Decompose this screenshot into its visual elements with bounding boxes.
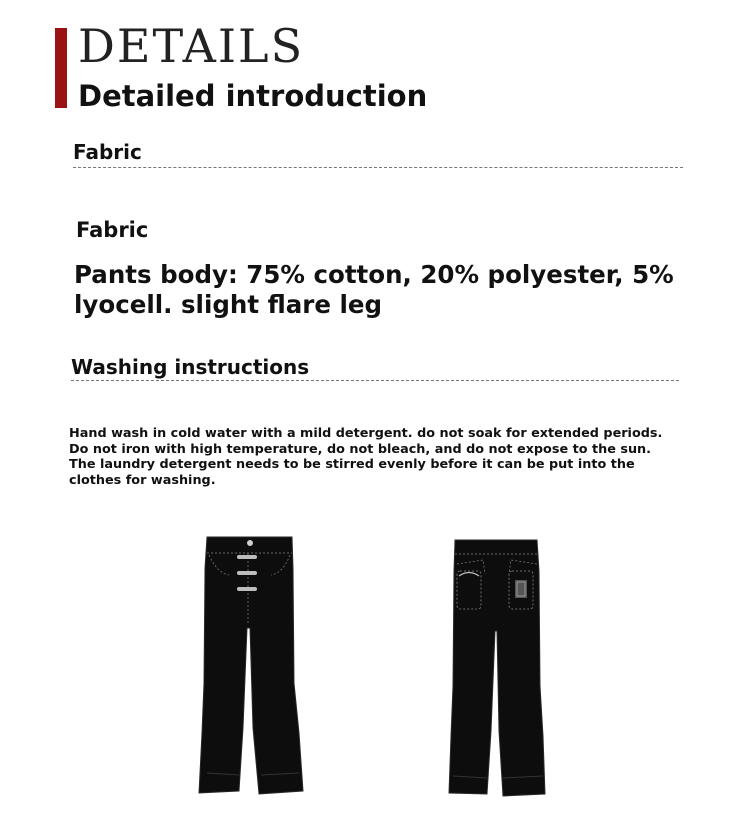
fabric-composition: Pants body: 75% cotton, 20% polyester, 5% lyocell. slight flare leg (74, 260, 674, 319)
washing-line: Do not iron with high temperature, do not bleach, and do not expose to the sun. (69, 441, 652, 457)
fabric-section-label: Fabric (73, 140, 142, 164)
page-subtitle: Detailed introduction (78, 79, 428, 113)
fabric-divider (73, 167, 683, 168)
washing-instructions (69, 426, 709, 488)
fabric-title: Fabric (76, 218, 149, 242)
washing-line: clothes for washing. (69, 472, 216, 488)
jeans-front-image (195, 533, 305, 798)
washing-section-label: Washing instructions (71, 355, 310, 379)
page-title: DETAILS (78, 19, 305, 73)
washing-line: Hand wash in cold water with a mild detergent. do not soak for extended periods. (69, 426, 663, 441)
washing-line: The laundry detergent needs to be stirred evenly before it can be put into the (69, 457, 635, 472)
washing-divider (71, 380, 679, 381)
title-accent-bar (55, 28, 67, 108)
jeans-back-image (445, 536, 550, 800)
